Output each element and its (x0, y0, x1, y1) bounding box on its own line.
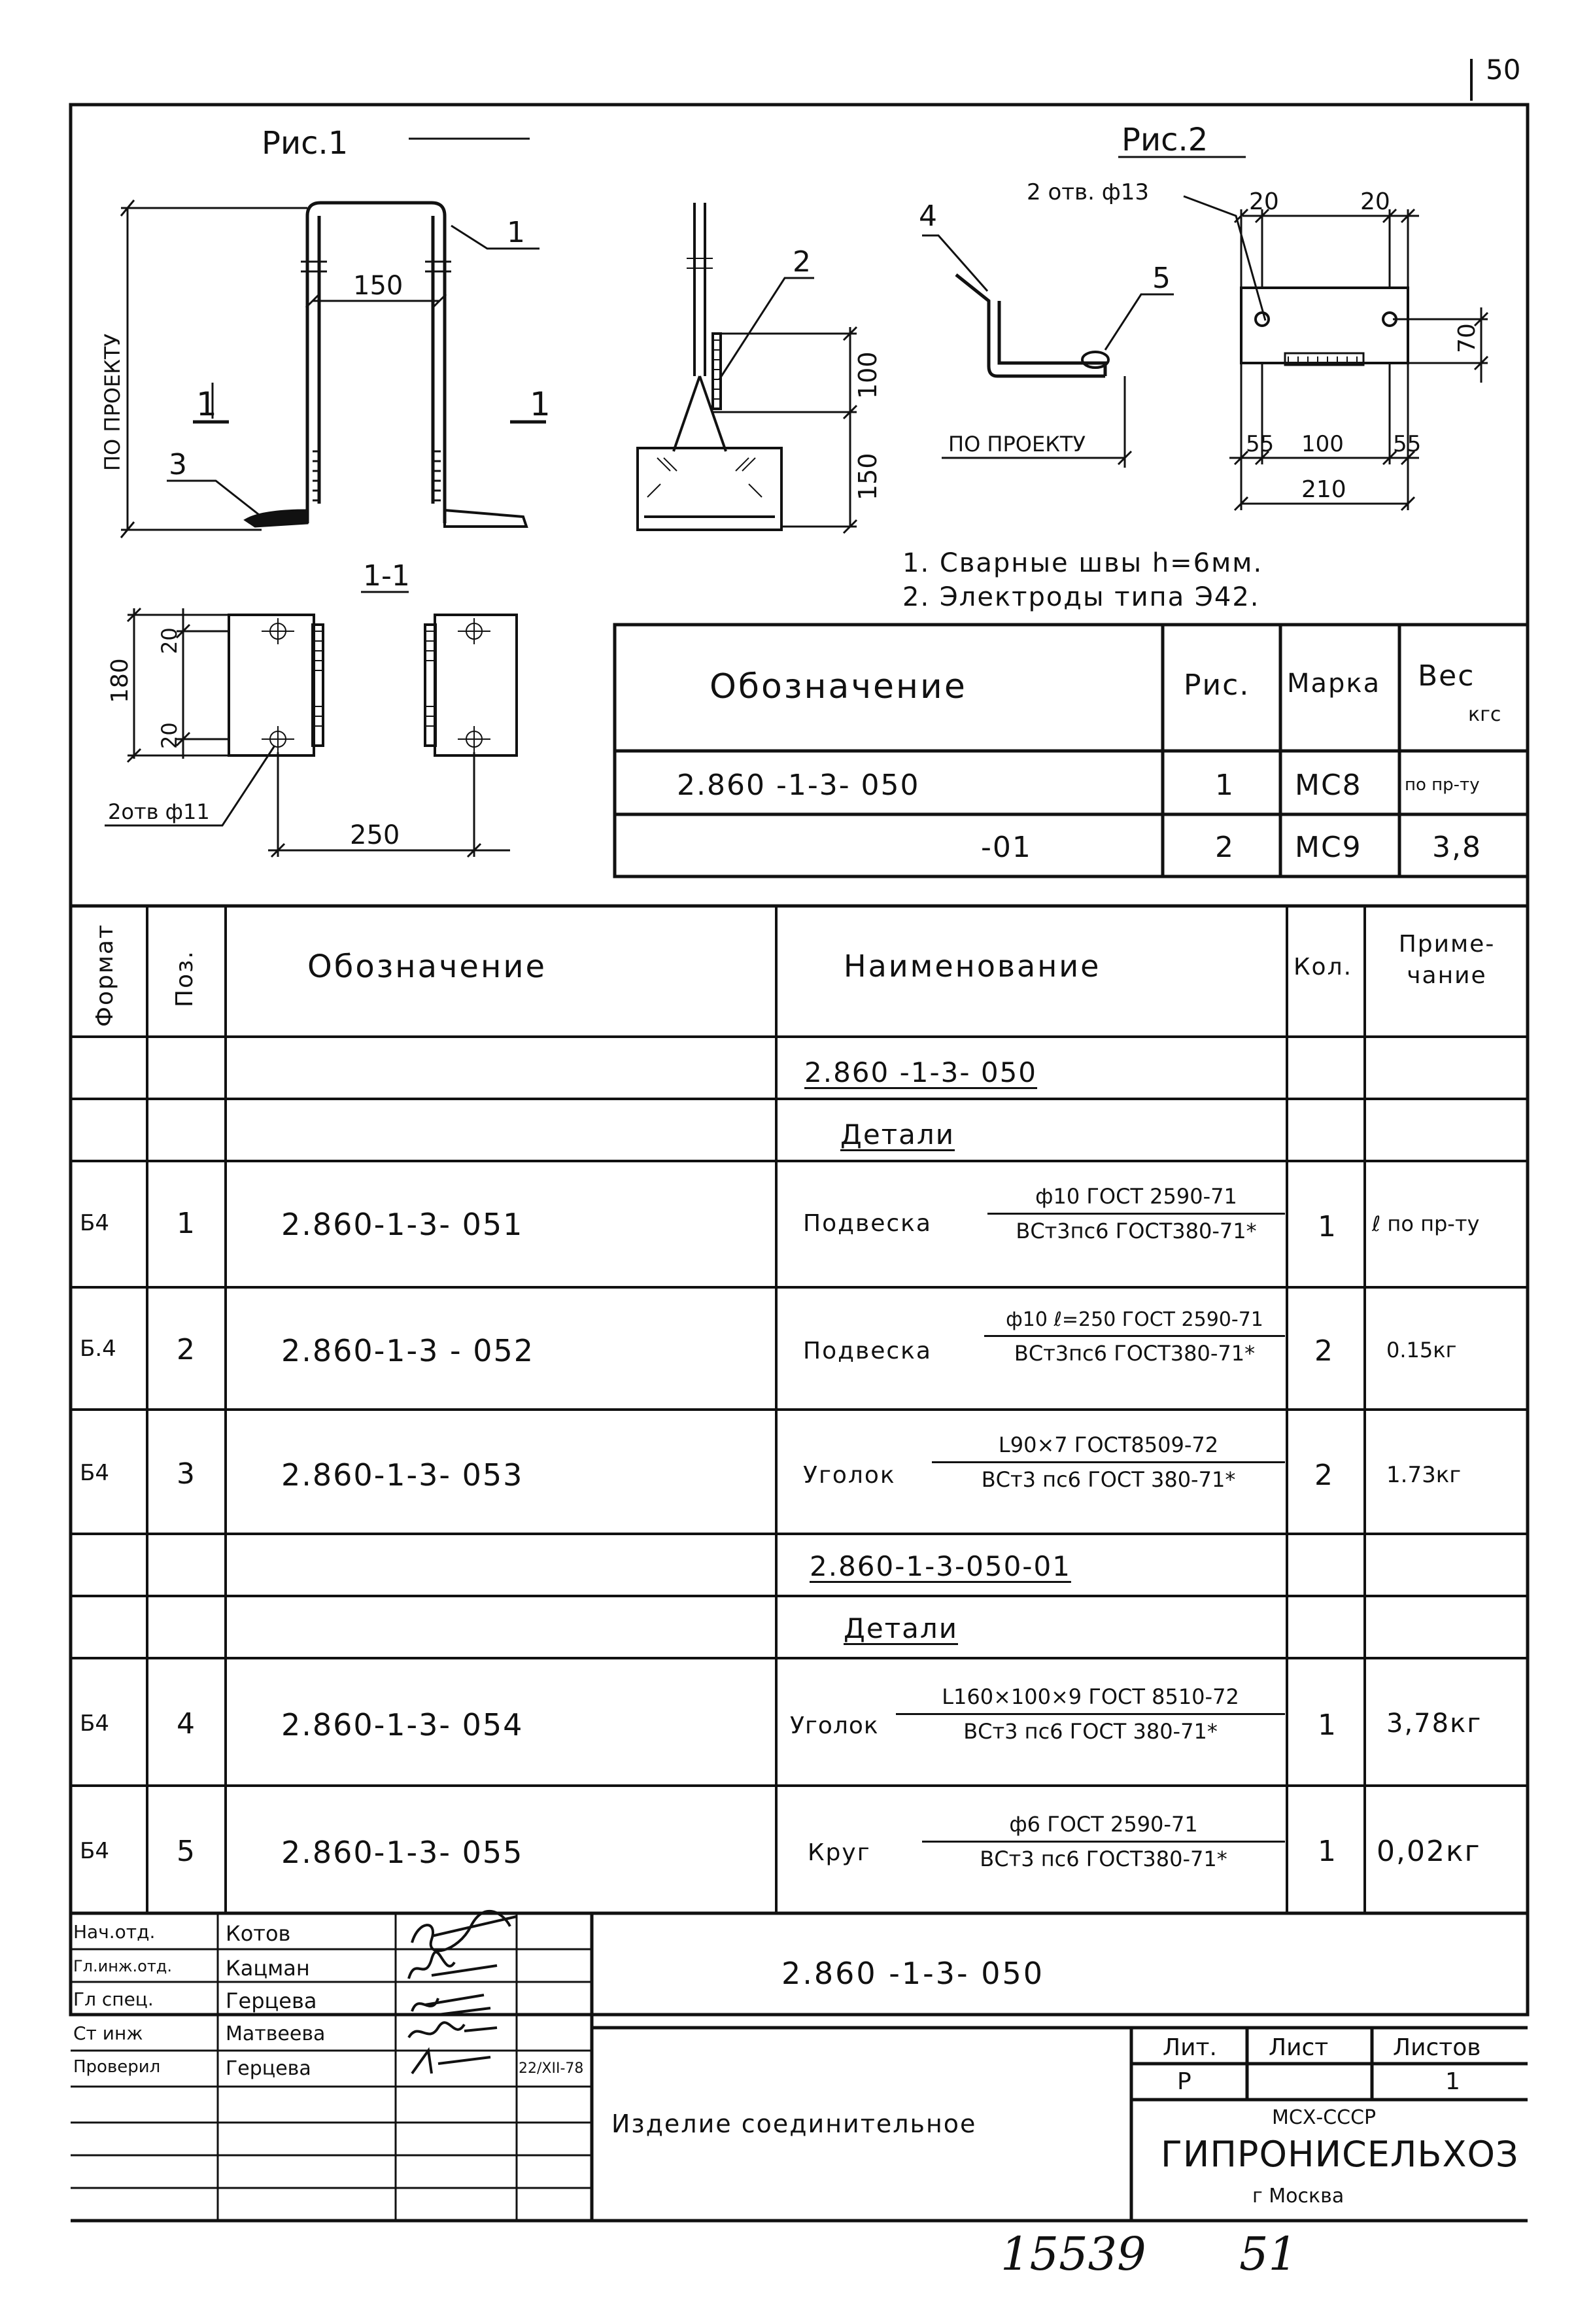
tb-name-5: Герцева (226, 2057, 311, 2080)
spec-row1-qty: 1 (1318, 1210, 1337, 1243)
marks-header-weight: Вес (1418, 659, 1475, 693)
spec-row2-designation: 2.860-1-3 - 052 (281, 1333, 535, 1368)
marks-row2-designation: -01 (981, 831, 1032, 864)
svg-text:55: 55 (1246, 431, 1275, 457)
svg-text:20: 20 (1249, 188, 1279, 215)
svg-text:Рис.2: Рис.2 (1122, 122, 1208, 158)
tb-role-5: Проверил (73, 2057, 161, 2077)
tb-item-name: Изделие соединительное (611, 2109, 977, 2138)
spec-header-designation: Обозначение (307, 948, 547, 985)
tb-lit-header: Лит. (1163, 2034, 1217, 2061)
marks-row1-designation: 2.860 -1-3- 050 (677, 769, 920, 802)
svg-text:70: 70 (1454, 323, 1481, 353)
spec-row2-name: Подвеска (803, 1338, 932, 1364)
svg-text:1: 1 (196, 385, 217, 423)
spec-row3-name: Уголок (803, 1462, 896, 1489)
marks-row2-fig: 2 (1215, 831, 1235, 864)
marks-header-weight-unit: кгс (1468, 703, 1501, 726)
tb-role-3: Гл спец. (73, 1988, 154, 2010)
fig2-angle (956, 275, 1108, 376)
footer-inventory-number: 15539 (1001, 2227, 1146, 2281)
signatures (392, 1907, 523, 2077)
spec-row1-name: Подвеска (803, 1210, 932, 1237)
spec-row4-note: 3,78кг (1386, 1708, 1482, 1739)
spec-group2-subtitle: Детали (844, 1612, 958, 1644)
marks-row1-fig: 1 (1215, 769, 1235, 802)
marks-header-designation: Обозначение (710, 667, 967, 706)
tb-org-name: ГИПРОНИСЕЛЬХОЗ (1161, 2134, 1519, 2175)
svg-text:20: 20 (157, 627, 182, 654)
tb-doc-number: 2.860 -1-3- 050 (781, 1956, 1045, 1991)
page-number: 50 (1486, 54, 1521, 86)
spec-group2-title: 2.860-1-3-050-01 (810, 1550, 1071, 1582)
footer-page-number: 51 (1239, 2227, 1298, 2281)
fig2-callout-5: 5 (1152, 262, 1171, 295)
spec-row2-format: Б.4 (80, 1336, 116, 1362)
svg-text:1-1: 1-1 (363, 559, 410, 593)
spec-row1-material (987, 1184, 1285, 1243)
tb-name-1: Котов (226, 1921, 291, 1946)
spec-header-qty: Кол. (1293, 954, 1353, 980)
marks-header-mark: Марка (1287, 668, 1381, 699)
spec-row4-material (896, 1684, 1285, 1744)
svg-text:Рис.1: Рис.1 (262, 125, 349, 162)
tb-sheets: 1 (1445, 2068, 1460, 2095)
spec-header-pos: Поз. (171, 950, 198, 1007)
spec-row5-material-den: ВСт3 пс6 ГОСТ380-71* (980, 1847, 1227, 1871)
fig1-callout-1: 1 (507, 216, 525, 249)
spec-row5-designation: 2.860-1-3- 055 (281, 1835, 524, 1870)
spec-row2-note: 0.15кг (1386, 1338, 1457, 1362)
svg-text:1: 1 (530, 385, 551, 423)
spec-row3-material-den: ВСт3 пс6 ГОСТ 380-71* (981, 1467, 1236, 1492)
spec-header-name: Наименование (844, 948, 1101, 984)
spec-row2-material (984, 1308, 1285, 1366)
tb-role-2: Гл.инж.отд. (73, 1957, 173, 1975)
note-2: 2. Электроды типа Э42. (902, 582, 1260, 612)
spec-row2-pos: 2 (177, 1333, 196, 1366)
spec-row4-material-den: ВСт3 пс6 ГОСТ 380-71* (963, 1719, 1218, 1744)
note-1: 1. Сварные швы h=6мм. (902, 548, 1263, 578)
spec-row2-material-den: ВСт3пс6 ГОСТ380-71* (1014, 1341, 1256, 1366)
svg-text:100: 100 (853, 351, 882, 399)
spec-row3-qty: 2 (1314, 1459, 1334, 1492)
spec-row2-qty: 2 (1314, 1334, 1334, 1368)
svg-text:ПО ПРОЕКТУ: ПО ПРОЕКТУ (100, 334, 125, 471)
spec-row4-format: Б4 (80, 1710, 109, 1737)
spec-row5-pos: 5 (177, 1835, 196, 1868)
spec-row5-format: Б4 (80, 1838, 109, 1864)
svg-text:180: 180 (107, 658, 133, 703)
svg-text:150: 150 (853, 453, 882, 500)
tb-sheets-header: Листов (1393, 2034, 1481, 2061)
spec-row1-material-num: ф10 ГОСТ 2590-71 (987, 1184, 1285, 1215)
spec-row4-qty: 1 (1318, 1708, 1337, 1742)
tb-sheet-header: Лист (1269, 2034, 1329, 2061)
spec-row3-designation: 2.860-1-3- 053 (281, 1457, 524, 1493)
spec-row5-material (922, 1812, 1285, 1871)
spec-row5-name: Круг (808, 1839, 871, 1866)
spec-group1-subtitle: Детали (840, 1119, 955, 1151)
svg-text:210: 210 (1301, 476, 1346, 503)
tb-lit: Р (1177, 2068, 1191, 2095)
spec-group1-title: 2.860 -1-3- 050 (804, 1056, 1038, 1088)
marks-row2-weight: 3,8 (1432, 831, 1482, 864)
svg-text:ПО ПРОЕКТУ: ПО ПРОЕКТУ (948, 432, 1086, 457)
tb-date: 22/XII-78 (519, 2060, 584, 2077)
spec-row5-note: 0,02кг (1377, 1835, 1481, 1868)
spec-row3-pos: 3 (177, 1457, 196, 1491)
tb-org-line1: МСХ-СССР (1272, 2106, 1377, 2129)
spec-row5-qty: 1 (1318, 1835, 1337, 1868)
marks-row1-mark: МС8 (1295, 769, 1362, 802)
tb-name-2: Кацман (226, 1956, 310, 1981)
spec-row3-material (932, 1432, 1285, 1492)
spec-row4-material-num: L160×100×9 ГОСТ 8510-72 (896, 1684, 1285, 1715)
fig1-side-callout-2: 2 (793, 245, 811, 279)
spec-header-format: Формат (92, 923, 118, 1027)
tb-role-1: Нач.отд. (73, 1921, 156, 1943)
svg-text:100: 100 (1301, 431, 1344, 457)
spec-row5-material-num: ф6 ГОСТ 2590-71 (922, 1812, 1285, 1843)
spec-row3-format: Б4 (80, 1460, 109, 1486)
tb-name-4: Матвеева (226, 2022, 326, 2045)
spec-row1-designation: 2.860-1-3- 051 (281, 1207, 524, 1242)
svg-text:150: 150 (353, 271, 403, 301)
spec-row3-material-num: L90×7 ГОСТ8509-72 (932, 1432, 1285, 1463)
spec-row3-note: 1.73кг (1386, 1462, 1462, 1488)
spec-row1-note: ℓ по пр-ту (1372, 1211, 1480, 1236)
tb-role-4: Ст инж (73, 2022, 143, 2044)
svg-text:55: 55 (1393, 431, 1422, 457)
marks-row1-weight: по пр-ту (1405, 775, 1480, 795)
svg-text:2отв ф11: 2отв ф11 (108, 799, 210, 824)
marks-row2-mark: МС9 (1295, 831, 1362, 864)
spec-header-note: Приме-чание (1398, 931, 1496, 989)
svg-text:20: 20 (157, 722, 182, 749)
spec-row4-pos: 4 (177, 1707, 196, 1741)
spec-row1-pos: 1 (177, 1207, 196, 1240)
fig1-hanger (245, 203, 526, 527)
spec-row1-format: Б4 (80, 1210, 109, 1236)
svg-text:2 отв. ф13: 2 отв. ф13 (1027, 179, 1150, 205)
svg-text:250: 250 (350, 820, 400, 850)
spec-row4-name: Уголок (790, 1712, 879, 1739)
svg-text:20: 20 (1360, 188, 1390, 215)
spec-row1-material-den: ВСт3пс6 ГОСТ380-71* (1016, 1219, 1257, 1243)
marks-header-fig: Рис. (1184, 668, 1250, 702)
spec-row2-material-num: ф10 ℓ=250 ГОСТ 2590-71 (984, 1308, 1285, 1337)
spec-row4-designation: 2.860-1-3- 054 (281, 1707, 524, 1743)
tb-name-3: Герцева (226, 1988, 317, 2013)
fig1-side-view (638, 203, 781, 530)
fig2-callout-4: 4 (919, 199, 937, 233)
fig1-callout-3: 3 (169, 448, 187, 481)
fig2-plate (1241, 288, 1408, 365)
tb-org-city: г Москва (1252, 2185, 1345, 2208)
